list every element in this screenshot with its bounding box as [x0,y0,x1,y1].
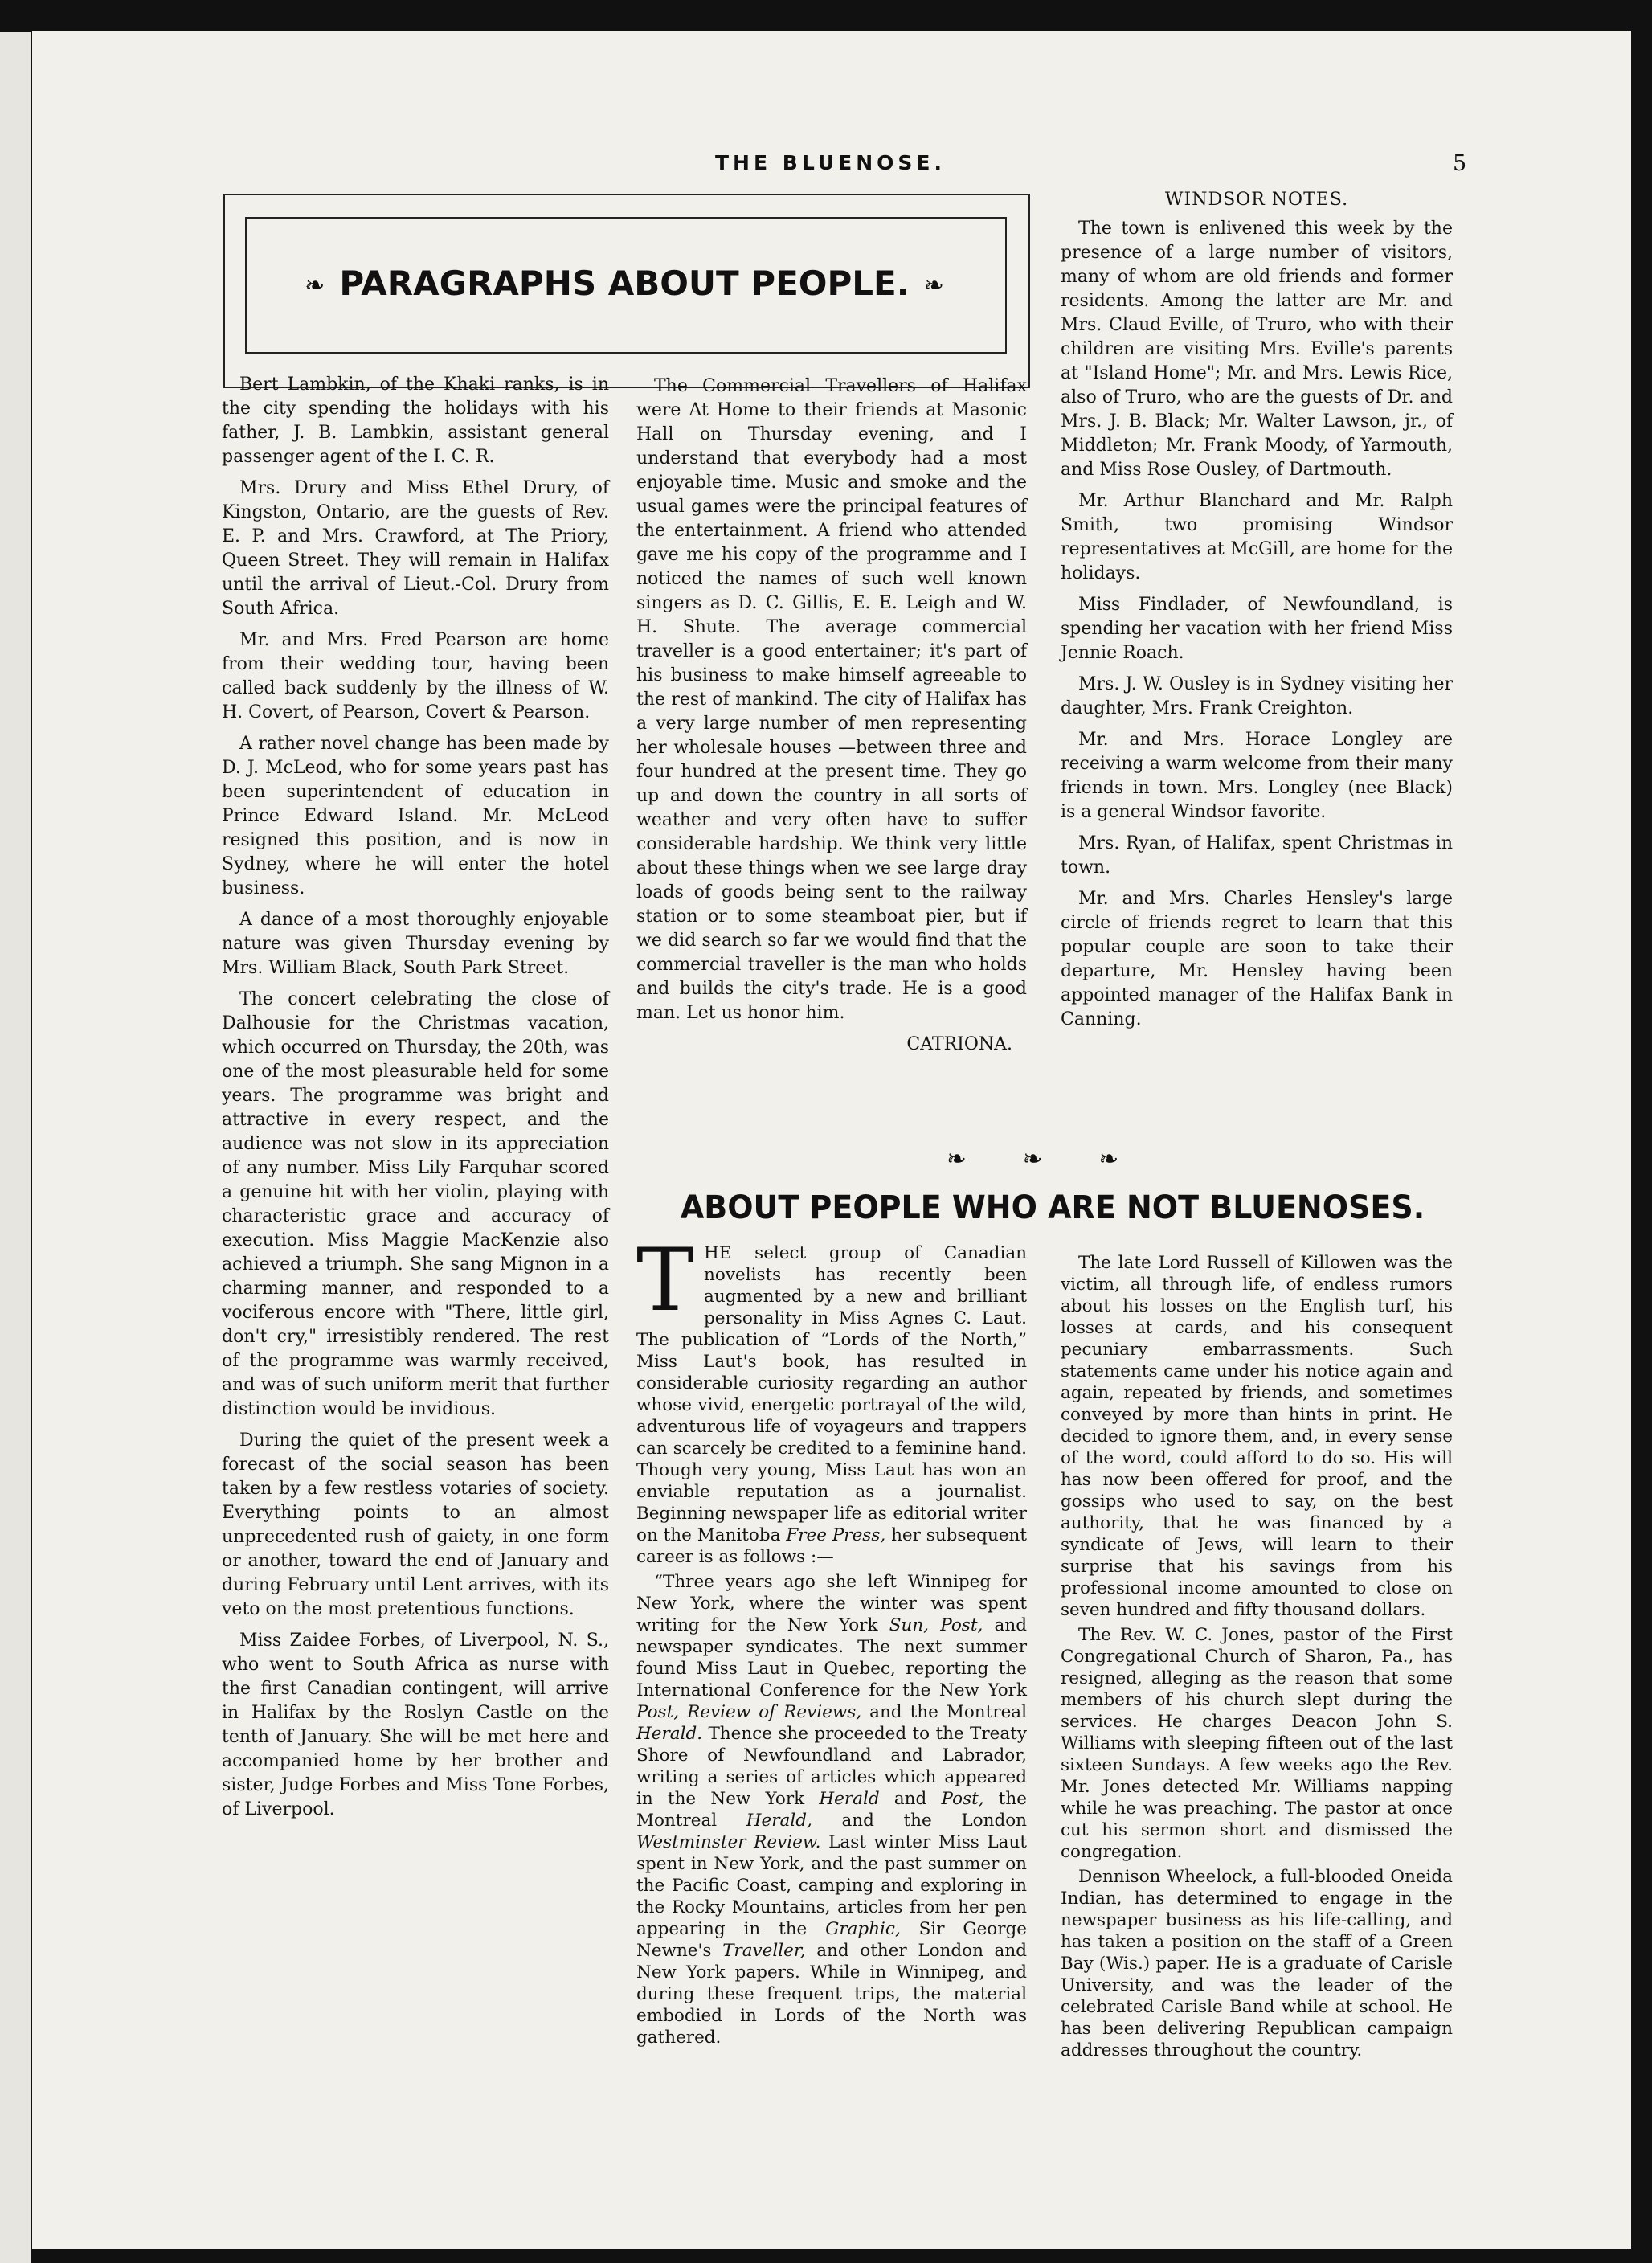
ornament-right-icon: ❧ [923,272,944,300]
paragraph: The Commercial Travellers of Halifax were At Home to their friends at Masonic Hall on Thursday evening, and I understand that everybody had a most enjoyable time. Music and smoke and the usual games were the principal features of the entertainment. A friend who attended gave me his copy of the programme and I noticed the names of such well known singers as D. C. Gillis, E. E. Leigh and W. H. Shute. The average commercial traveller is a good entertainer; it's part of his business to make himself agreeable to the rest of mankind. The city of Halifax has a very large number of men representing her wholesale houses —between three and four hundred at the present time. They go up and down the country in all sorts of weather and very often have to suffer considerable hardship. We think very little about these things when we see large dray loads of goods being sent to the railway station or to some steamboat pier, but if we did search so far we would find that the commercial traveller is the man who holds and builds the city's trade. He is a good man. Let us honor him. [636,376,1027,1023]
column-2 [636,374,1027,1064]
drop-cap: T [636,1230,695,1331]
paragraph: A dance of a most thoroughly enjoyable nature was given Thursday evening by Mrs. William Black, South Park Street. [222,910,609,978]
paragraph: Mrs. Drury and Miss Ethel Drury, of Kingston, Ontario, are the guests of Rev. E. P. and Mrs. Crawford, at The Priory, Queen Street. They will remain in Halifax until the arrival of Lieut.-Col. Drury from South Africa. [222,478,609,619]
windsor-notes-title: WINDSOR NOTES. [1164,190,1349,210]
paragraph: Mrs. Ryan, of Halifax, spent Christmas in town. [1061,833,1453,878]
paragraph: Mr. and Mrs. Horace Longley are receiving a warm welcome from their many friends in town. Mrs. Longley (nee Black) is a general Windsor favorite. [1061,730,1453,822]
paragraph: Mr. and Mrs. Fred Pearson are home from their wedding tour, having been called back suddenly by the illness of W. H. Covert, of Pearson, Covert & Pearson. [222,630,609,722]
paragraph: The town is enlivened this week by the presence of a large number of visitors, many of whom are old friends and former residents. Among the latter are Mr. and Mrs. Claud Eville, of Truro, who with their children are visiting Mrs. Eville's parents at "Island Home"; Mr. and Mrs. Lewis Rice, also of Truro, who are the guests of Dr. and Mrs. J. B. Black; Mr. Walter Lawson, jr., of Middleton; Mr. Frank Moody, of Yarmouth, and Miss Rose Ousley, of Dartmouth. [1061,219,1453,480]
paragraph: Bert Lambkin, of the Khaki ranks, is in the city spending the holidays with his father, J. B. Lambkin, assistant general passenger agent of the I. C. R. [222,374,609,467]
laut-article [636,1230,1028,2052]
column-4 [1061,1252,1453,2065]
newspaper-page [32,31,1631,2249]
paragraph: Mr. Arthur Blanchard and Mr. Ralph Smith, two promising Windsor representatives at McGill, are home for the holidays. [1061,491,1453,583]
paragraph: “Three years ago she left Winnipeg for New York, where the winter was spent writing for the New York Sun, Post, and newspaper syndicates. The next summer found Miss Laut in Quebec, reporting the International Conference for the New York Post, Review of Reviews, and the Montreal Herald. Thence she proceeded to the Treaty Shore of Newfoundland and Labrador, writing a series of articles which appeared in the New York Herald and Post, the Montreal Herald, and the London Westminster Review. Last winter Miss Laut spent in New York, and the past summer on the Pacific Coast, camping and exploring in the Rocky Mountains, articles from her pen appearing in the Graphic, Sir George Newne's Traveller, and other London and New York papers. While in Winnipeg, and during these frequent trips, the material embodied in Lords of the North was gathered. [636,1572,1028,2048]
section-2-title: ABOUT PEOPLE WHO ARE NOT BLUENOSES. [680,1189,1425,1226]
left-page-edge [0,32,31,2263]
paragraph: A rather novel change has been made by D. J. McLeod, who for some years past has been superintendent of education in Prince Edward Island. Mr. McLeod resigned this position, and is now in Sydney, where he will enter the hotel business. [222,734,609,898]
paragraph: Mr. and Mrs. Charles Hensley's large circle of friends regret to learn that this popular couple are soon to take their departure, Mr. Hensley having been appointed manager of the Halifax Bank in Canning. [1061,889,1453,1029]
ornament-left-icon: ❧ [305,272,325,300]
windsor-notes [1061,188,1453,1039]
paragraph: Dennison Wheelock, a full-blooded Oneida Indian, has determined to engage in the newspaper business as his life-calling, and has taken a position on the staff of a Green Bay (Wis.) paper. He is a graduate of Carisle University, and was the leader of the celebrated Carisle Band while at school. He has been delivering Republican campaign addresses throughout the country. [1061,1867,1453,2060]
section-title: PARAGRAPHS ABOUT PEOPLE. [339,264,910,303]
paragraph: Miss Zaidee Forbes, of Liverpool, N. S., who went to South Africa as nurse with the first Canadian contingent, will arrive in Halifax by the Roslyn Castle on the tenth of January. She will be met here and accompanied home by her brother and sister, Judge Forbes and Miss Tone Forbes, of Liverpool. [222,1631,609,1819]
paragraph: THE select group of Canadian novelists has recently been augmented by a new and brilliant personality in Miss Agnes C. Laut. The publication of “Lords of the North,” Miss Laut's book, has resulted in considerable curiosity regarding an author whose vivid, energetic portrayal of the wild, adventurous life of voyageurs and trappers can scarcely be credited to a feminine hand. Though very young, Miss Laut has won an enviable reputation as a journalist. Beginning newspaper life as editorial writer on the Manitoba Free Press, her subsequent career is as follows :— [636,1230,1028,1567]
paragraph: The Rev. W. C. Jones, pastor of the First Congregational Church of Sharon, Pa., has resigned, alleging as the reason that some members of his church slept during the services. He charges Deacon John S. Williams with sleeping fifteen out of the last sixteen Sundays. A few weeks ago the Rev. Mr. Jones detected Mr. Williams napping while he was preaching. The pastor at once cut his sermon short and dismissed the congregation. [1061,1625,1453,1862]
running-title: THE BLUENOSE. [715,151,946,174]
signature: CATRIONA. [906,1034,1012,1054]
ornament-row-icon: ❧ ❧ ❧ [946,1145,1143,1173]
column-1 [222,373,609,1829]
paragraph: The concert celebrating the close of Dalhousie for the Christmas vacation, which occurred on Thursday, the 20th, was one of the most pleasurable held for some years. The programme was bright and attractive in every respect, and the audience was not slow in its appreciation of any number. Miss Lily Farquhar scored a genuine hit with her violin, playing with characteristic grace and accuracy of execution. Miss Maggie MacKenzie also achieved a triumph. She sang Mignon in a charming manner, and responded to a vociferous encore with "There, little girl, don't cry," irresistibly rendered. The rest of the programme was warmly received, and was of such uniform merit that further distinction would be invidious. [222,989,609,1419]
paragraph: The late Lord Russell of Killowen was the victim, all through life, of endless rumors about his losses on the English turf, his losses at cards, and his consequent pecuniary embarrassments. Such statements came under his notice again and again, repeated by friends, and sometimes conveyed by more than hints in print. He decided to ignore them, and, in every sense of the word, could afford to do so. His will has now been offered for proof, and the gossips who used to say, on the best authority, that he was financed by a syndicate of Jews, will learn to their surprise that his savings from his professional income amounted to close on seven hundred and fifty thousand dollars. [1061,1253,1453,1620]
paragraph: Mrs. J. W. Ousley is in Sydney visiting her daughter, Mrs. Frank Creighton. [1061,674,1453,718]
section-title-box [245,264,1004,303]
paragraph: During the quiet of the present week a forecast of the social season has been taken by a few restless votaries of society. Everything points to an almost unprecedented rush of gaiety, in one form or another, toward the end of January and during February until Lent arrives, with its veto on the most pretentious functions. [222,1430,609,1619]
page-number: 5 [1453,151,1467,176]
paragraph: Miss Findlader, of Newfoundland, is spending her vacation with her friend Miss Jennie Roach. [1061,595,1453,663]
